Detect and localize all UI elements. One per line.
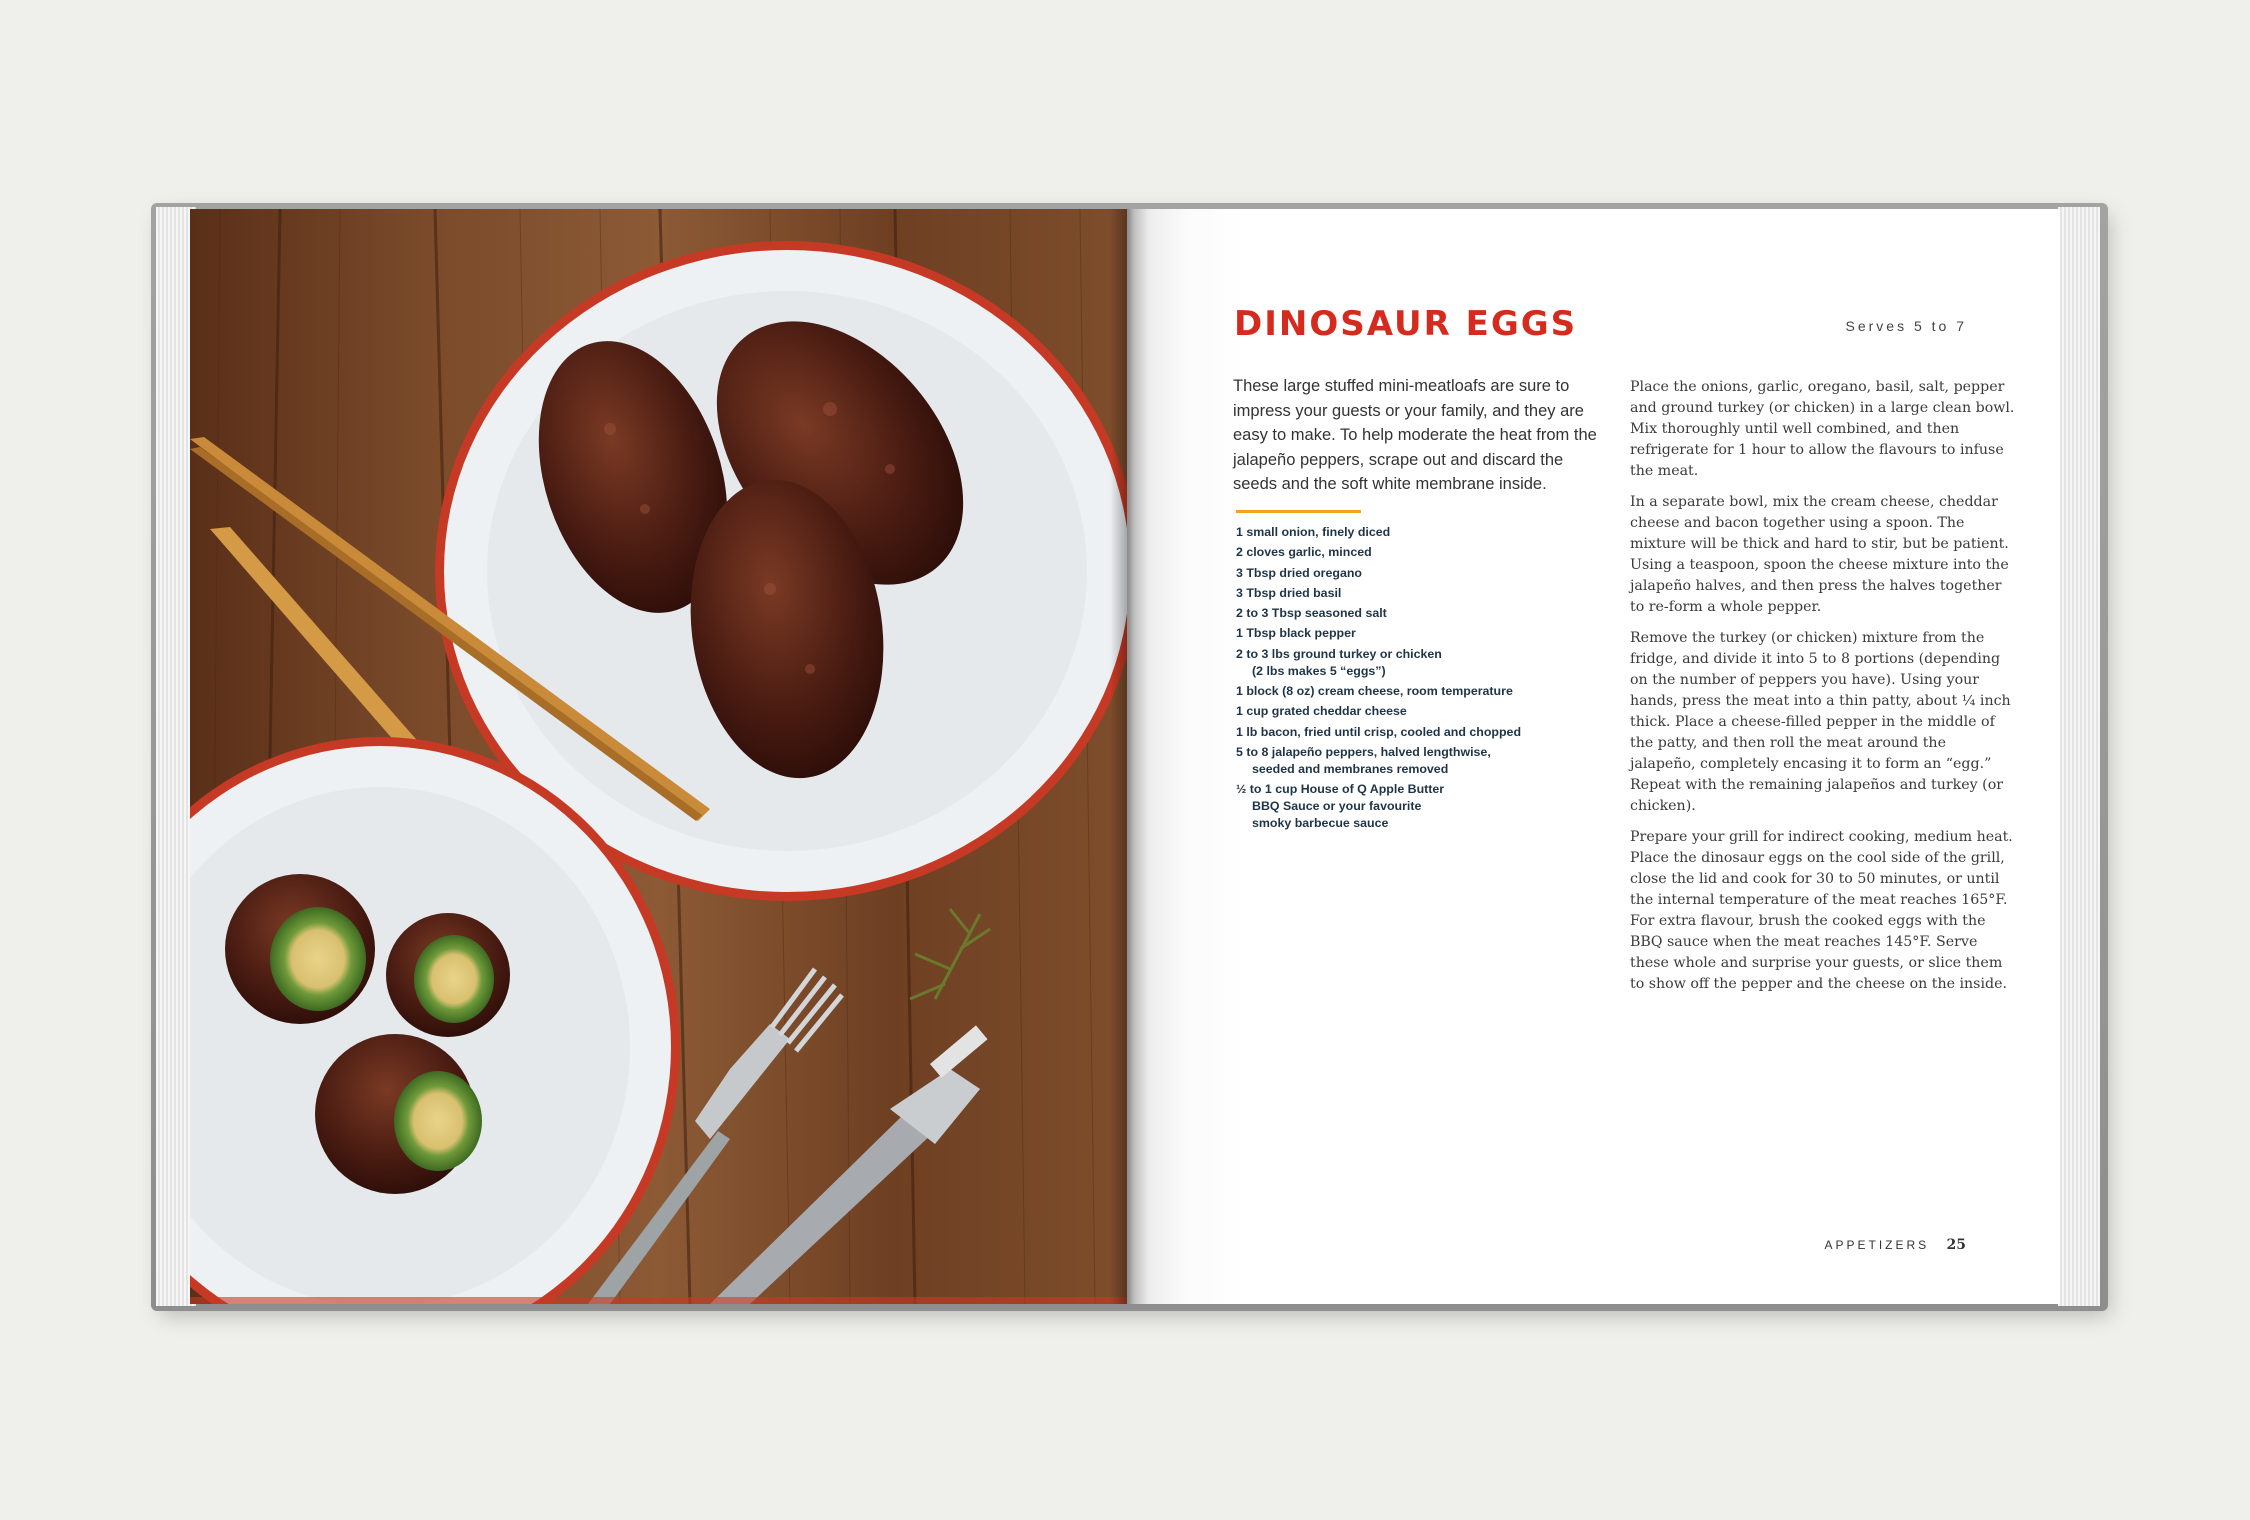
ingredient-item (1236, 724, 1566, 741)
section-name: APPETIZERS (1824, 1238, 1930, 1252)
ingredient-item (1236, 605, 1566, 622)
ingredient-text: 1 block (8 oz) cream cheese, room temperature (1236, 684, 1513, 699)
ingredient-item (1236, 646, 1566, 680)
method-step-1: Place the onions, garlic, oregano, basil, salt, pepper and ground turkey (or chicken) in a large clean bowl. Mix thoroughly until well combined, and then refrigerate for 1 hour to allow the flavours to infuse the meat. (1630, 379, 2015, 479)
method-steps (1630, 377, 2015, 1005)
ingredient-list (1236, 524, 1566, 836)
ingredient-item (1236, 625, 1566, 642)
serves-text: Serves 5 to 7 (1845, 318, 1967, 334)
ingredient-text: 5 to 8 jalapeño peppers, halved lengthwise, (1236, 744, 1491, 759)
ingredient-text: 1 lb bacon, fried until crisp, cooled and chopped (1236, 724, 1522, 739)
ingredient-note: seeded and membranes removed (1252, 761, 1449, 776)
ingredient-item (1236, 565, 1566, 582)
ingredient-text: 2 to 3 Tbsp seasoned salt (1236, 606, 1387, 621)
ingredient-item (1236, 781, 1566, 832)
ingredient-item (1236, 683, 1566, 700)
method-step-3: Remove the turkey (or chicken) mixture from the fridge, and divide it into 5 to 8 portions (depending on the number of peppers you have). Using your hands, press the meat into a thin patty, about ¼ inch thick. Place a cheese-filled pepper in the middle of the patty, and then roll the meat around the jalapeño, completely encasing it to form an “egg.” Repeat with the remaining jalapeños and turkey (or chicken). (1630, 630, 2011, 814)
book-gutter (1110, 209, 1150, 1304)
page-footer (1127, 1237, 2060, 1253)
ingredient-note: BBQ Sauce or your favourite (1252, 799, 1422, 814)
method-step-4: Prepare your grill for indirect cooking, medium heat. Place the dinosaur eggs on the cool side of the grill, close the lid and cook for 30 to 50 minutes, or until the internal temperature of the meat reaches 165°F. For extra flavour, brush the cooked eggs with the BBQ sauce when the meat reaches 145°F. Serve these whole and surprise your guests, or slice them to show off the pepper and the cheese on the inside. (1630, 829, 2013, 992)
ingredient-note: (2 lbs makes 5 “eggs”) (1252, 663, 1386, 678)
recipe-intro: These large stuffed mini-meatloafs are sure to impress your guests or your family, and they are easy to make. To help moderate the heat from the jalapeño peppers, scrape out and discard the seeds and the soft white membrane inside. (1233, 377, 1597, 493)
page-number: 25 (1946, 1237, 1966, 1253)
method-step-2: In a separate bowl, mix the cream cheese, cheddar cheese and bacon together using a spoon. The mixture will be thick and hard to stir, but be patient. Using a teaspoon, spoon the cheese mixture into the jalapeño halves, and then press the halves together to re-form a whole pepper. (1630, 494, 2009, 615)
ingredient-item (1236, 744, 1566, 778)
left-page-photo (190, 209, 1127, 1304)
food-photo (190, 209, 1127, 1304)
page-edges-right (2058, 207, 2100, 1306)
right-page (1127, 209, 2060, 1304)
ingredient-divider (1236, 510, 1361, 513)
ingredient-item (1236, 585, 1566, 602)
ingredient-text: 2 cloves garlic, minced (1236, 545, 1372, 560)
ingredient-text: 1 Tbsp black pepper (1236, 626, 1356, 641)
ingredient-text: ½ to 1 cup House of Q Apple Butter (1236, 782, 1445, 797)
ingredient-item (1236, 524, 1566, 541)
ingredient-text: 2 to 3 lbs ground turkey or chicken (1236, 646, 1442, 661)
ingredient-note: smoky barbecue sauce (1252, 816, 1389, 831)
ingredient-text: 1 small onion, finely diced (1236, 525, 1391, 539)
recipe-title: DINOSAUR EGGS (1234, 304, 1578, 344)
ingredient-item (1236, 703, 1566, 720)
ingredient-text: 3 Tbsp dried oregano (1236, 565, 1362, 580)
ingredient-item (1236, 544, 1566, 561)
ingredient-text: 1 cup grated cheddar cheese (1236, 704, 1407, 719)
serves-label (1127, 318, 2060, 334)
ingredient-text: 3 Tbsp dried basil (1236, 585, 1342, 600)
